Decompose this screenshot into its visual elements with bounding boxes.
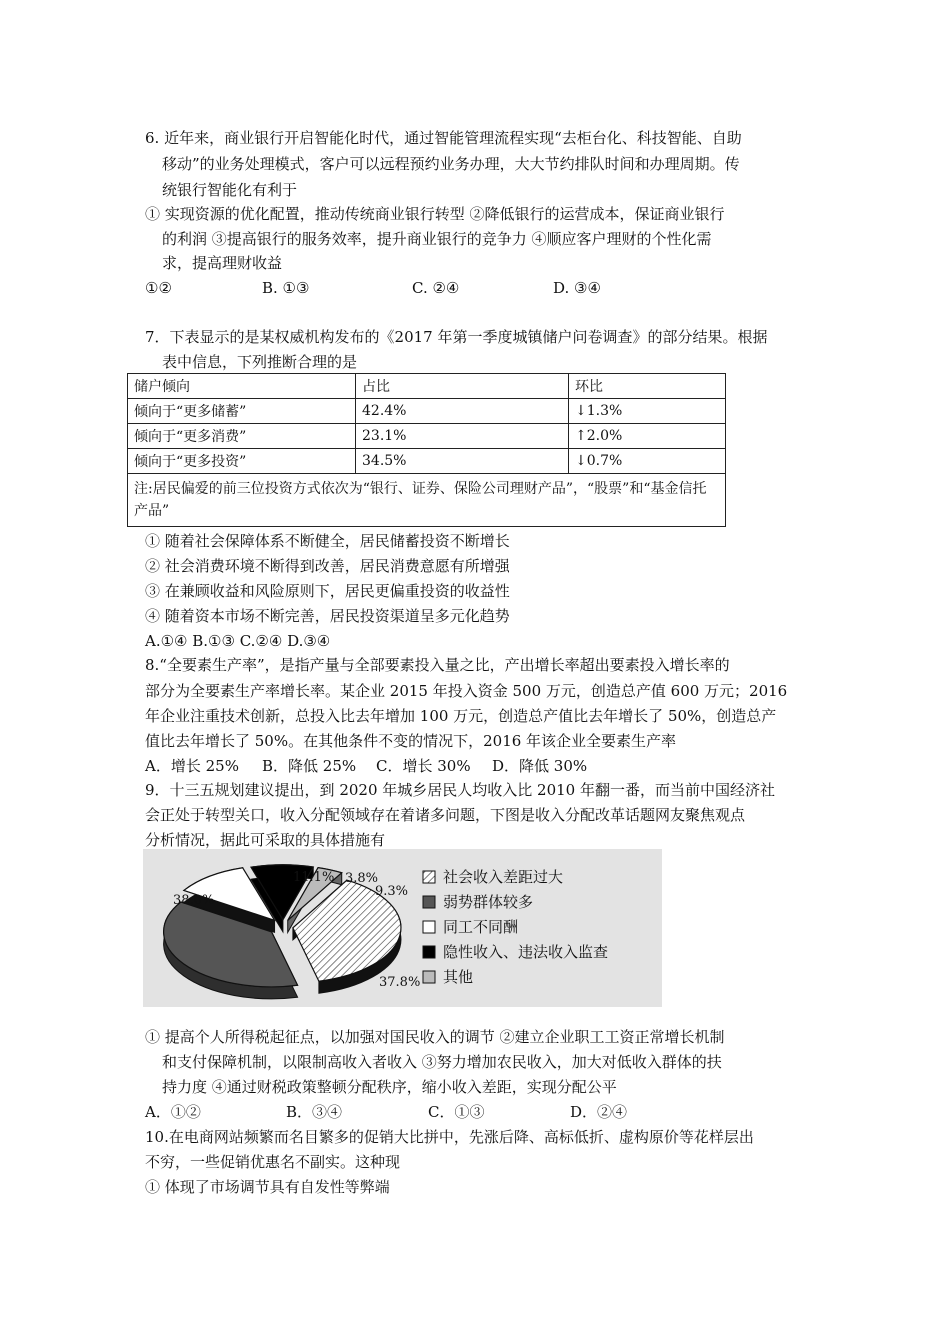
legend-label: 弱势群体较多	[443, 893, 534, 911]
income-distribution-pie-chart	[143, 849, 662, 1007]
q8-stem-line-1: 8.“全要素生产率”，是指产量与全部要素投入量之比，产出增长率超出要素投入增长率的	[145, 656, 730, 674]
q9-option-d: D．②④	[570, 1103, 628, 1121]
legend-label: 其他	[443, 968, 474, 986]
q9-stem-line-2: 会正处于转型关口，收入分配领域存在着诸多问题，下图是收入分配改革话题网友聚焦观点	[145, 806, 746, 824]
q9-stem-line-3: 分析情况，据此可采取的具体措施有	[145, 831, 386, 849]
q6-option-c: C. ②④	[412, 279, 460, 297]
legend-swatch	[423, 871, 435, 883]
legend-swatch	[423, 946, 435, 958]
table-row	[128, 449, 726, 474]
table-cell: 34.5%	[356, 449, 569, 474]
q7-survey-table	[127, 373, 726, 527]
legend-label: 同工不同酬	[443, 918, 519, 936]
q10-stem-line-1: 10.在电商网站频繁而名目繁多的促销大比拼中，先涨后降、高标低折、虚构原价等花样层出	[145, 1128, 754, 1146]
q6-item-line-1: ① 实现资源的优化配置，推动传统商业银行转型 ②降低银行的运营成本，保证商业银行	[145, 205, 725, 223]
legend-label: 隐性收入、违法收入监查	[443, 943, 609, 961]
q9-item-line-3: 持力度 ④通过财税政策整顿分配秩序，缩小收入差距，实现分配公平	[162, 1078, 617, 1096]
table-header-cell: 储户倾向	[128, 374, 356, 399]
q6-option-a: ①②	[145, 279, 172, 297]
q8-stem-line-3: 年企业注重技术创新，总投入比去年增加 100 万元，创造总产值比去年增长了 50%，创造总产	[145, 707, 777, 725]
pie-chart-svg	[143, 849, 662, 1007]
q7-stem-line-1: 7．下表显示的是某权威机构发布的《2017 年第一季度城镇储户问卷调查》的部分结果。根据	[145, 328, 768, 346]
q7-options: A.①④ B.①③ C.②④ D.③④	[145, 632, 331, 650]
table-cell: 倾向于“更多消费”	[128, 424, 356, 449]
table-cell: ↓0.7%	[569, 449, 726, 474]
table-cell: ↓1.3%	[569, 399, 726, 424]
table-note-row	[128, 474, 726, 527]
q9-item-line-1: ① 提高个人所得税起征点，以加强对国民收入的调节 ②建立企业职工工资正常增长机制	[145, 1028, 725, 1046]
table-header-cell: 占比	[356, 374, 569, 399]
pie-data-label: 9.3%	[375, 884, 409, 899]
q7-item-2: ② 社会消费环境不断得到改善，居民消费意愿有所增强	[145, 557, 510, 575]
table-note: 注:居民偏爱的前三位投资方式依次为“银行、证券、保险公司理财产品”，“股票”和“基金信托产品”	[128, 474, 726, 527]
q9-option-c: C．①③	[428, 1103, 485, 1121]
table-cell: ↑2.0%	[569, 424, 726, 449]
q7-stem-line-2: 表中信息，下列推断合理的是	[162, 353, 358, 371]
table-cell: 42.4%	[356, 399, 569, 424]
table-row	[128, 399, 726, 424]
q8-option-a: A．增长 25%	[145, 757, 239, 775]
q8-option-c: C．增长 30%	[376, 757, 471, 775]
table-cell: 倾向于“更多储蓄”	[128, 399, 356, 424]
q8-stem-line-2: 部分为全要素生产率增长率。某企业 2015 年投入资金 500 万元，创造总产值 600 万元；2016	[145, 682, 788, 700]
q8-stem-line-4: 值比去年增长了 50%。在其他条件不变的情况下，2016 年该企业全要素生产率	[145, 732, 677, 750]
legend-swatch	[423, 896, 435, 908]
q7-item-4: ④ 随着资本市场不断完善，居民投资渠道呈多元化趋势	[145, 607, 510, 625]
q9-stem-line-1: 9．十三五规划建议提出，到 2020 年城乡居民人均收入比 2010 年翻一番，而当前中国经济社	[145, 781, 775, 799]
q9-option-b: B．③④	[286, 1103, 343, 1121]
q6-stem-line-2: 移动”的业务处理模式，客户可以远程预约业务办理，大大节约排队时间和办理周期。传	[162, 155, 740, 173]
q6-stem-line-1: 6. 近年来，商业银行开启智能化时代，通过智能管理流程实现“去柜台化、科技智能、自助	[145, 129, 742, 147]
legend-swatch	[423, 971, 435, 983]
q10-stem-line-2: 不穷，一些促销优惠名不副实。这种现	[145, 1153, 401, 1171]
q8-option-b: B．降低 25%	[262, 757, 357, 775]
pie-data-label: 3.8%	[345, 871, 379, 886]
table-cell: 23.1%	[356, 424, 569, 449]
legend-swatch	[423, 921, 435, 933]
q6-option-d: D. ③④	[553, 279, 601, 297]
q9-item-line-2: 和支付保障机制，以限制高收入者收入 ③努力增加农民收入，加大对低收入群体的扶	[162, 1053, 722, 1071]
q10-item-1: ① 体现了市场调节具有自发性等弊端	[145, 1178, 390, 1196]
q6-item-line-2: 的利润 ③提高银行的服务效率，提升商业银行的竞争力 ④顺应客户理财的个性化需	[162, 230, 712, 248]
pie-data-label: 11.1%	[293, 870, 335, 885]
table-row	[128, 424, 726, 449]
q7-item-3: ③ 在兼顾收益和风险原则下，居民更偏重投资的收益性	[145, 582, 510, 600]
table-header-row	[128, 374, 726, 399]
q7-item-1: ① 随着社会保障体系不断健全，居民储蓄投资不断增长	[145, 532, 510, 550]
q8-option-d: D．降低 30%	[492, 757, 588, 775]
table-cell: 倾向于“更多投资”	[128, 449, 356, 474]
pie-data-label: 37.8%	[379, 975, 421, 990]
q6-item-line-3: 求，提高理财收益	[162, 254, 283, 272]
table-header-cell: 环比	[569, 374, 726, 399]
legend-label: 社会收入差距过大	[443, 868, 564, 886]
q9-option-a: A．①②	[145, 1103, 201, 1121]
pie-data-label: 38.0%	[173, 893, 215, 908]
q6-option-b: B. ①③	[262, 279, 310, 297]
q6-stem-line-3: 统银行智能化有利于	[162, 181, 298, 199]
